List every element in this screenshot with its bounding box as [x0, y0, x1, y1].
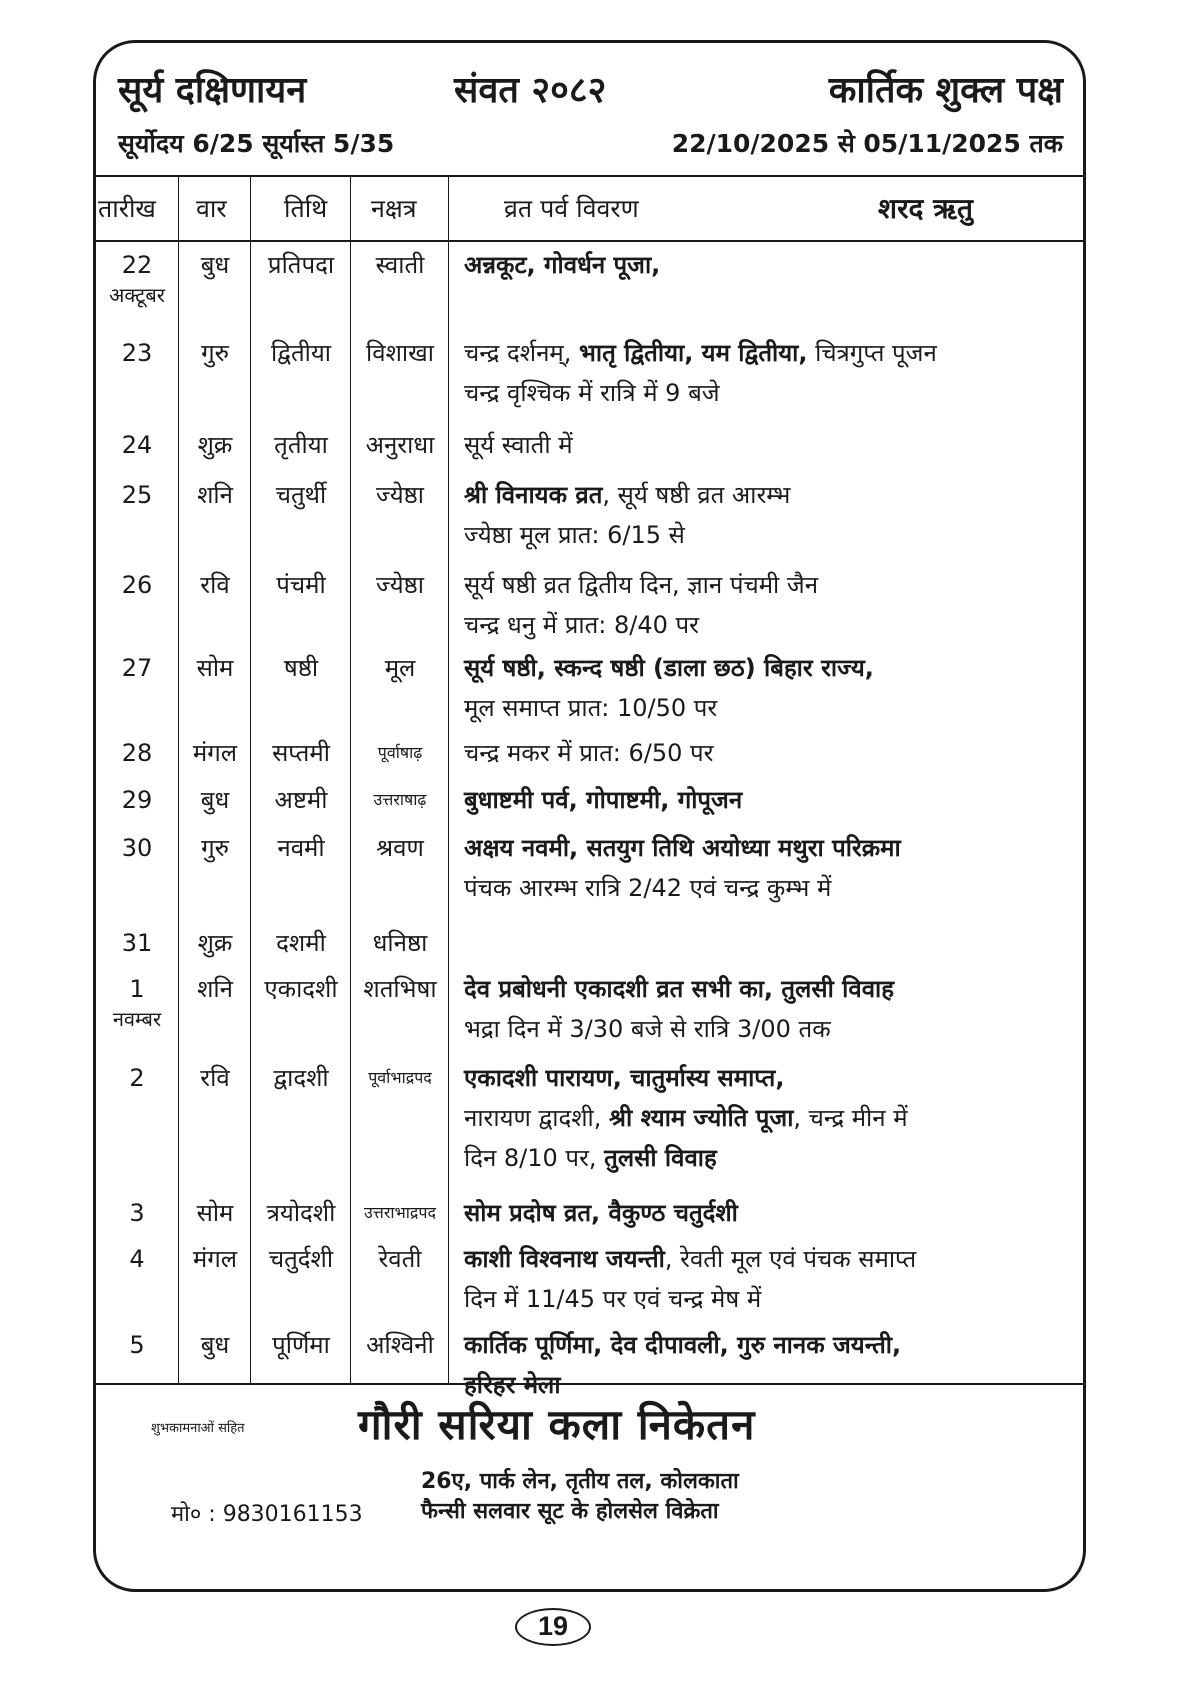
description-line [464, 1239, 916, 1279]
row-weekday: रवि [200, 1064, 230, 1092]
row-nakshatra: स्वाती [375, 251, 425, 279]
row-description [464, 1325, 901, 1405]
row-nakshatra: अनुराधा [365, 431, 435, 459]
row-description [464, 733, 713, 773]
row-description [464, 1193, 738, 1233]
footer-brand: गौरी सरिया कला निकेतन [358, 1400, 756, 1449]
row-date: 4 [129, 1245, 145, 1273]
column-divider [250, 175, 251, 1384]
festival-highlight: देव प्रबोधनी एकादशी व्रत सभी का, तुलसी विवाह [464, 975, 895, 1003]
header-season: शरद ऋतु [878, 192, 973, 225]
footer-phone: मो० : 9830161153 [171, 1502, 363, 1527]
description-text: चित्रगुप्त पूजन [807, 339, 937, 367]
row-nakshatra: पूर्वाभाद्रपद [368, 1068, 432, 1087]
title-samvat: संवत २०८२ [454, 70, 607, 111]
row-date: 28 [121, 739, 153, 767]
row-description [464, 828, 901, 908]
festival-highlight: कार्तिक पूर्णिमा, देव दीपावली, गुरु नानक जयन्ती, [464, 1331, 902, 1359]
row-date: 26 [121, 571, 153, 599]
description-text: सूर्य स्वाती में [464, 431, 573, 459]
festival-highlight: भातृ द्वितीया, यम द्वितीया, [579, 339, 808, 367]
description-text: , रेवती मूल एवं पंचक समाप्त [664, 1245, 917, 1273]
row-date: 1 [129, 975, 145, 1003]
row-weekday: बुध [200, 1331, 230, 1359]
description-text: चन्द्र दर्शनम्, [464, 339, 580, 367]
row-description [464, 1058, 908, 1178]
festival-highlight: तुलसी विवाह [604, 1144, 717, 1172]
row-date: 31 [121, 929, 153, 957]
row-weekday: शुक्र [197, 929, 233, 957]
row-description [464, 648, 874, 728]
description-line [464, 475, 790, 515]
description-text: नारायण द्वादशी, [464, 1104, 610, 1132]
row-nakshatra: रेवती [378, 1245, 422, 1273]
column-divider [178, 175, 179, 1384]
row-date: 3 [129, 1199, 145, 1227]
row-nakshatra: मूल [384, 654, 416, 682]
header-nakshatra: नक्षत्र [371, 194, 417, 223]
description-line [464, 648, 874, 688]
festival-highlight: एकादशी पारायण, चातुर्मास्य समाप्त, [464, 1064, 785, 1092]
description-line [464, 1098, 908, 1138]
row-nakshatra: धनिष्ठा [372, 929, 428, 957]
description-line [464, 373, 937, 413]
row-tithi: चतुर्दशी [268, 1245, 334, 1273]
row-tithi: दशमी [276, 929, 326, 957]
title-row [96, 61, 1083, 121]
description-line [464, 688, 874, 728]
description-text: चन्द्र मकर में प्रात: 6/50 पर [464, 739, 714, 767]
row-description [464, 565, 818, 645]
row-description [464, 780, 742, 820]
row-description [464, 475, 790, 555]
row-nakshatra: ज्येष्ठा [376, 481, 424, 509]
description-text: , सूर्य षष्ठी व्रत आरम्भ [602, 481, 791, 509]
row-tithi: एकादशी [264, 975, 338, 1003]
row-nakshatra: श्रवण [376, 834, 424, 862]
description-text: चन्द्र धनु में प्रात: 8/40 पर [464, 611, 699, 639]
row-date: 27 [121, 654, 153, 682]
row-date: 24 [121, 431, 153, 459]
row-date: 23 [121, 339, 153, 367]
description-line [464, 1058, 908, 1098]
description-text: दिन 8/10 पर, [464, 1144, 605, 1172]
row-weekday: शुक्र [197, 431, 233, 459]
row-description [464, 245, 660, 285]
row-weekday: शनि [197, 975, 233, 1003]
row-nakshatra: शतभिषा [363, 975, 437, 1003]
description-text: मूल समाप्त प्रात: 10/50 पर [464, 694, 718, 722]
festival-highlight: हरिहर मेला [464, 1371, 561, 1399]
table-header-bottom-border [96, 240, 1083, 242]
festival-highlight: श्री श्याम ज्योति पूजा [609, 1104, 794, 1132]
row-weekday: रवि [200, 571, 230, 599]
row-tithi: चतुर्थी [275, 481, 327, 509]
description-line [464, 828, 901, 868]
header-description: व्रत पर्व विवरण [504, 194, 639, 223]
description-line [464, 605, 818, 645]
description-line [464, 515, 790, 555]
description-line [464, 1279, 916, 1319]
row-weekday: बुध [200, 251, 230, 279]
row-description [464, 969, 894, 1049]
row-tithi: अष्टमी [274, 786, 328, 814]
row-tithi: षष्ठी [283, 654, 319, 682]
row-tithi: तृतीया [274, 431, 328, 459]
page-number: 19 [515, 1608, 591, 1646]
row-date: 29 [121, 786, 153, 814]
footer-address: 26ए, पार्क लेन, तृतीय तल, कोलकाता [421, 1469, 739, 1494]
description-line [464, 333, 937, 373]
row-tithi: पंचमी [276, 571, 326, 599]
description-line [464, 969, 894, 1009]
row-tithi: प्रतिपदा [267, 251, 335, 279]
row-weekday: शनि [197, 481, 233, 509]
date-range: 22/10/2025 से 05/11/2025 तक [671, 129, 1063, 158]
row-date: 22 [121, 251, 153, 279]
row-tithi: सप्तमी [272, 739, 330, 767]
description-line [464, 1193, 738, 1233]
festival-highlight: बुधाष्टमी पर्व, गोपाष्टमी, गोपूजन [464, 786, 743, 814]
description-line [464, 245, 660, 285]
festival-highlight: सूर्य षष्ठी, स्कन्द षष्ठी (डाला छठ) बिहार राज्य, [464, 654, 874, 682]
row-tithi: नवमी [277, 834, 325, 862]
description-text: भद्रा दिन में 3/30 बजे से रात्रि 3/00 तक [464, 1015, 831, 1043]
festival-highlight: सोम प्रदोष व्रत, वैकुण्ठ चतुर्दशी [464, 1199, 738, 1227]
row-weekday: बुध [200, 786, 230, 814]
footer-tagline: फैन्सी सलवार सूट के होलसेल विक्रेता [421, 1499, 719, 1524]
row-weekday: सोम [196, 654, 234, 682]
row-tithi: द्वादशी [273, 1064, 329, 1092]
description-line [464, 1325, 901, 1365]
row-weekday: गुरु [201, 834, 229, 862]
description-line [464, 733, 713, 773]
festival-highlight: अक्षय नवमी, सतयुग तिथि अयोध्या मथुरा परिक्रमा [464, 834, 901, 862]
header-tithi: तिथि [284, 194, 328, 223]
festival-highlight: काशी विश्वनाथ जयन्ती [464, 1245, 665, 1273]
description-line [464, 868, 901, 908]
row-weekday: सोम [196, 1199, 234, 1227]
description-line [464, 1138, 908, 1178]
header-var: वार [196, 194, 227, 223]
row-weekday: मंगल [192, 739, 238, 767]
description-line [464, 780, 742, 820]
sun-times: सूर्योदय 6/25 सूर्यास्त 5/35 [118, 129, 395, 158]
description-text: ज्येष्ठा मूल प्रात: 6/15 से [464, 521, 685, 549]
row-nakshatra: पूर्वाषाढ़ [377, 743, 423, 762]
festival-highlight: अन्नकूट, गोवर्धन पूजा, [464, 251, 661, 279]
row-nakshatra: विशाखा [366, 339, 434, 367]
description-text: , चन्द्र मीन में [793, 1104, 908, 1132]
description-text: चन्द्र वृश्चिक में रात्रि में 9 बजे [464, 379, 720, 407]
footer-greeting: शुभकामनाओं सहित [151, 1421, 245, 1436]
row-tithi: द्वितीया [270, 339, 332, 367]
description-text: सूर्य षष्ठी व्रत द्वितीय दिन, ज्ञान पंचमी जैन [464, 571, 819, 599]
subtitle-row [96, 121, 1083, 167]
row-nakshatra: उत्तराभाद्रपद [364, 1203, 436, 1222]
row-nakshatra: उत्तराषाढ़ [373, 790, 427, 809]
description-line [464, 1009, 894, 1049]
row-description [464, 425, 573, 465]
row-date: 2 [129, 1064, 145, 1092]
row-tithi: पूर्णिमा [272, 1331, 330, 1359]
row-nakshatra: अश्विनी [366, 1331, 434, 1359]
row-month: अक्टूबर [109, 283, 165, 307]
row-description [464, 1239, 916, 1319]
title-paksha: कार्तिक शुक्ल पक्ष [828, 70, 1063, 111]
row-month: नवम्बर [112, 1007, 162, 1031]
row-weekday: गुरु [201, 339, 229, 367]
column-divider [350, 175, 351, 1384]
calendar-page-frame [93, 40, 1086, 1592]
row-tithi: त्रयोदशी [266, 1199, 336, 1227]
description-line [464, 425, 573, 465]
row-nakshatra: ज्येष्ठा [376, 571, 424, 599]
column-divider [448, 175, 449, 1384]
row-date: 30 [121, 834, 153, 862]
row-description [464, 333, 937, 413]
row-date: 5 [129, 1331, 145, 1359]
row-weekday: मंगल [192, 1245, 238, 1273]
header-date: तारीख [98, 194, 156, 223]
description-text: दिन में 11/45 पर एवं चन्द्र मेष में [464, 1285, 762, 1313]
description-line [464, 565, 818, 605]
title-surya-dakshinayan: सूर्य दक्षिणायन [118, 70, 307, 111]
row-date: 25 [121, 481, 153, 509]
festival-highlight: श्री विनायक व्रत [464, 481, 603, 509]
description-text: पंचक आरम्भ रात्रि 2/42 एवं चन्द्र कुम्भ में [464, 874, 832, 902]
table-top-border [96, 175, 1083, 177]
